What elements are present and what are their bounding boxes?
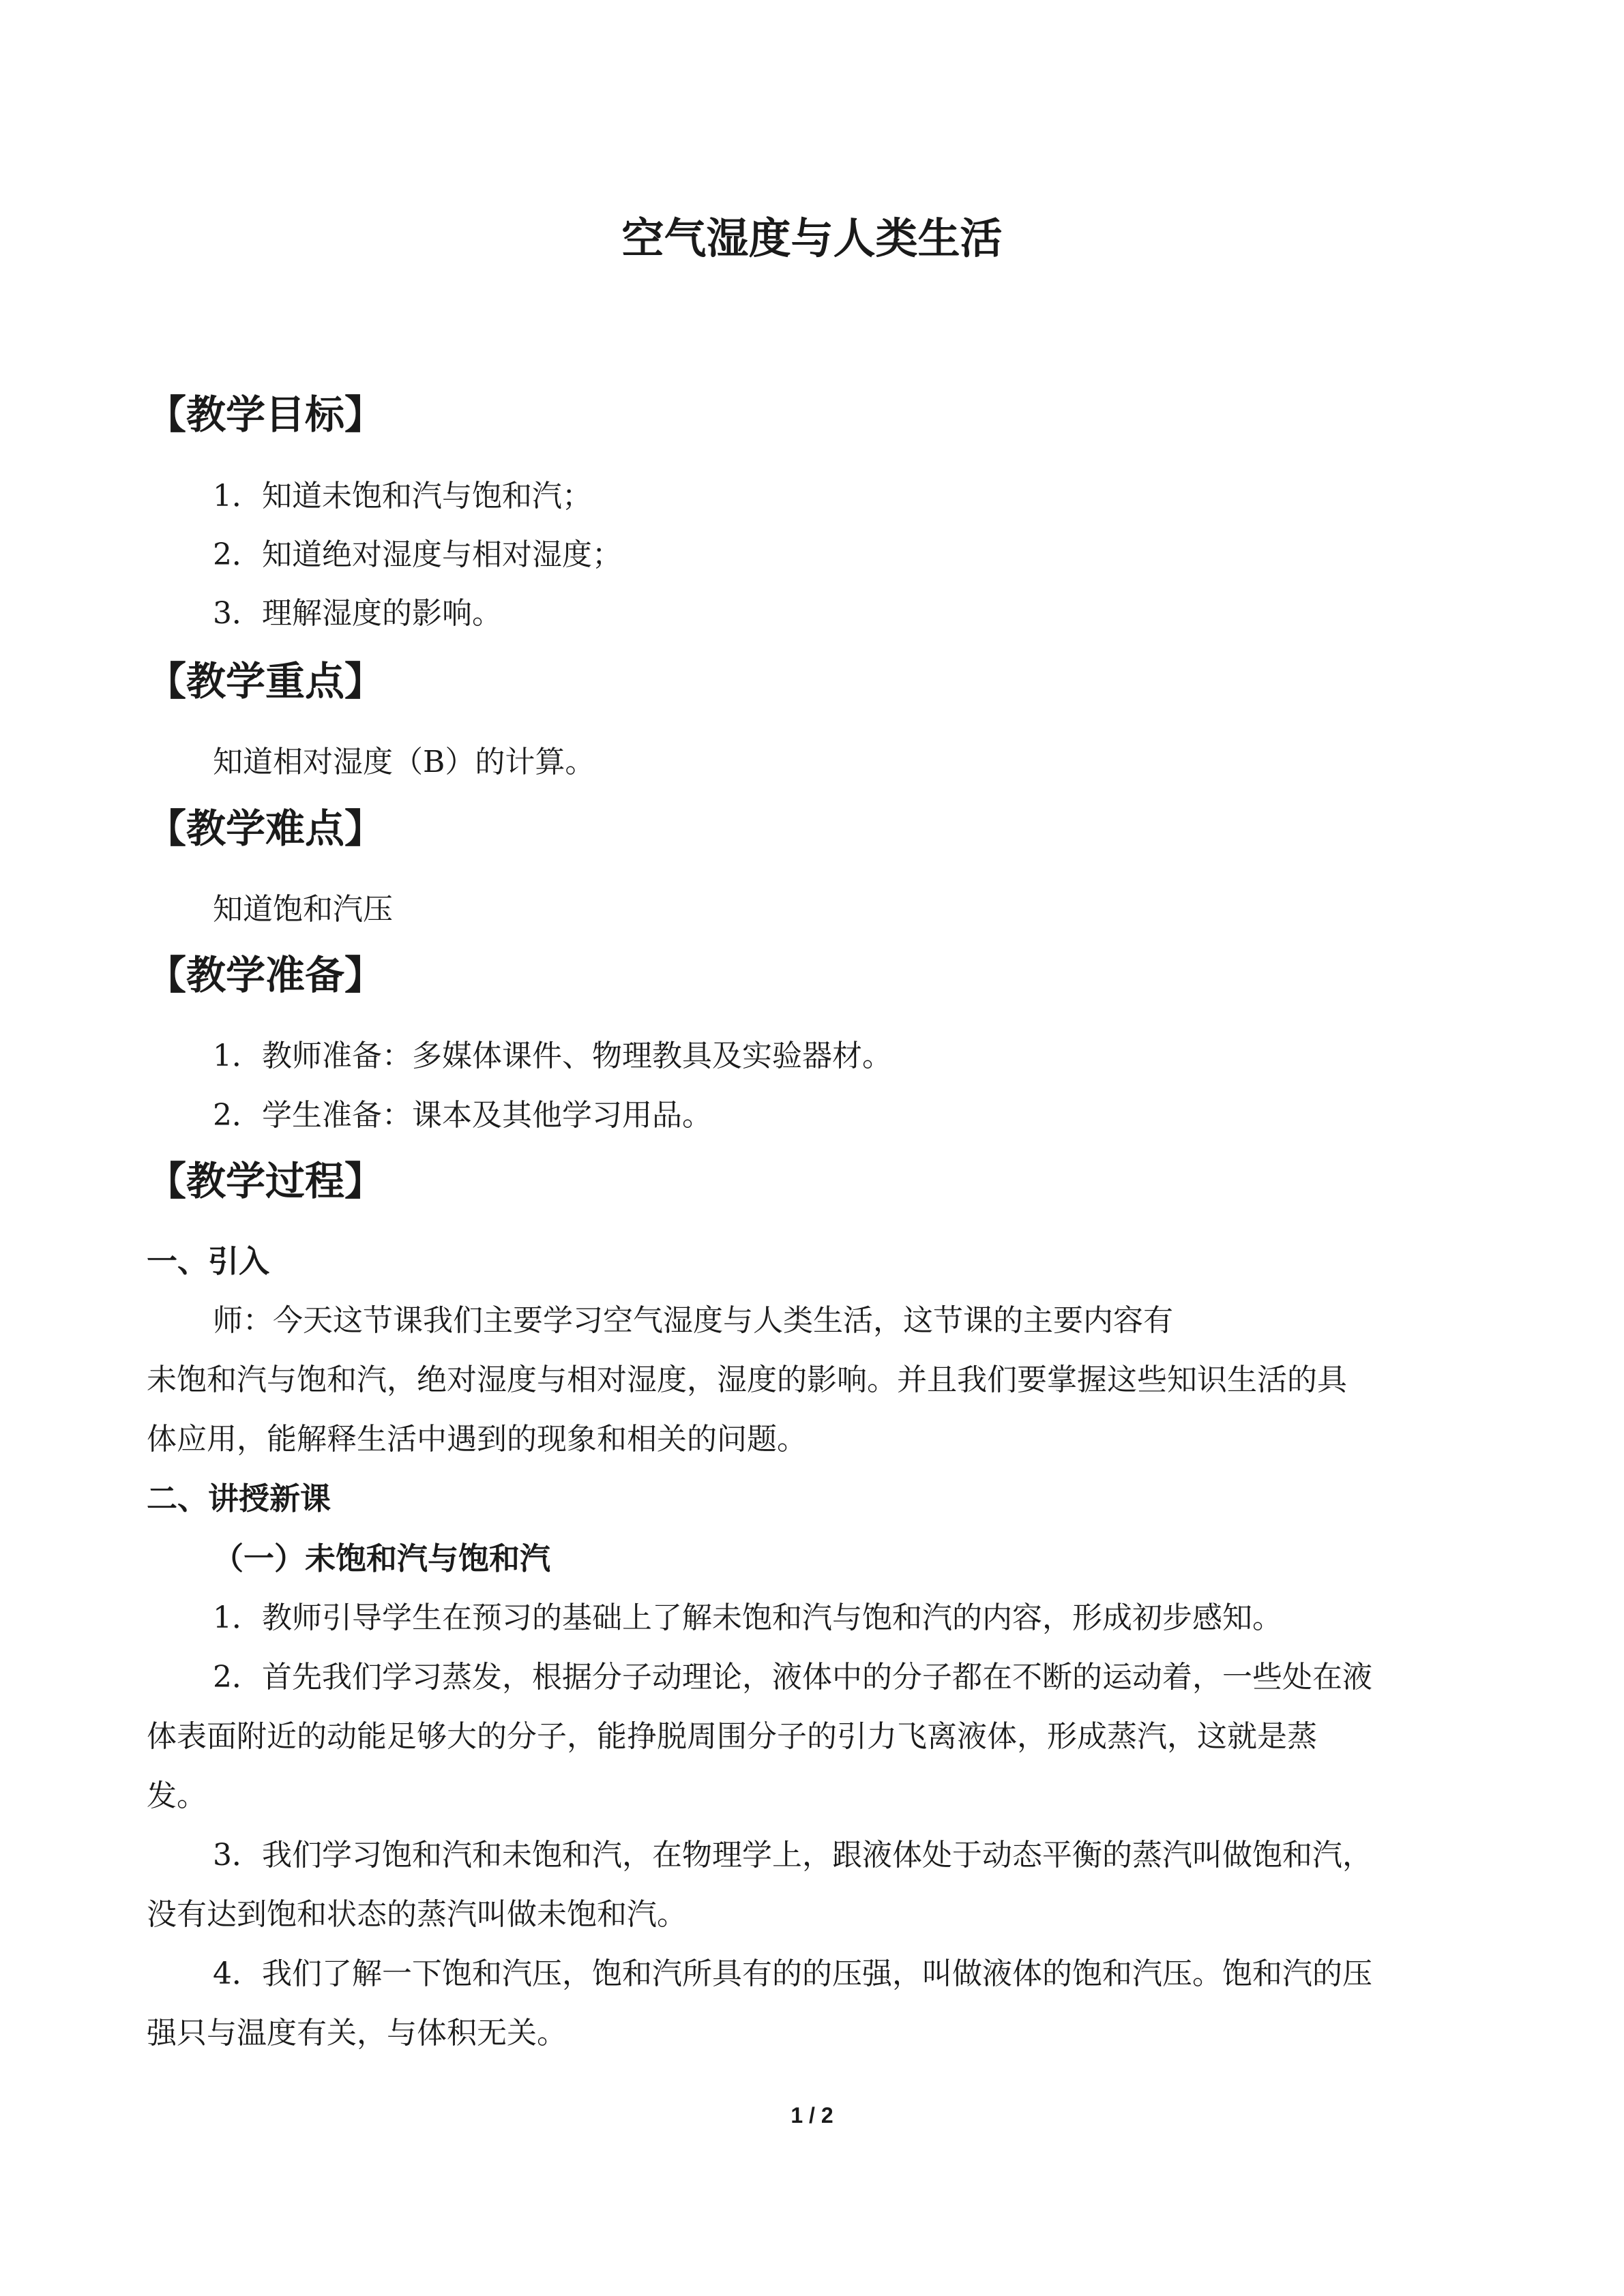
paragraph-line: 2．首先我们学习蒸发，根据分子动理论，液体中的分子都在不断的运动着，一些处在液 bbox=[213, 1660, 1372, 1695]
key-points-text: 知道相对湿度（B）的计算。 bbox=[213, 745, 595, 779]
subsection-title: （一）未饱和汽与饱和汽 bbox=[213, 1540, 551, 1577]
section-new-lesson-title: 二、讲授新课 bbox=[147, 1480, 331, 1517]
section-intro-title: 一、引入 bbox=[147, 1243, 270, 1279]
goal-item: 3．理解湿度的影响。 bbox=[213, 596, 502, 631]
paragraph-line: 未饱和汽与饱和汽，绝对湿度与相对湿度，湿度的影响。并且我们要掌握这些知识生活的具 bbox=[147, 1362, 1347, 1397]
preparation-item: 2．学生准备：课本及其他学习用品。 bbox=[213, 1098, 712, 1133]
page-number: 1 / 2 bbox=[791, 2103, 833, 2128]
paragraph-line: 1．教师引导学生在预习的基础上了解未饱和汽与饱和汽的内容，形成初步感知。 bbox=[213, 1600, 1282, 1635]
paragraph-line: 4．我们了解一下饱和汽压，饱和汽所具有的的压强，叫做液体的饱和汽压。饱和汽的压 bbox=[213, 1956, 1372, 1991]
paragraph-line: 师：今天这节课我们主要学习空气湿度与人类生活，这节课的主要内容有 bbox=[213, 1303, 1173, 1338]
goal-item: 1．知道未饱和汽与饱和汽； bbox=[213, 479, 592, 513]
heading-key-points: 【教学重点】 bbox=[147, 658, 385, 704]
heading-process: 【教学过程】 bbox=[147, 1158, 385, 1204]
difficulties-text: 知道饱和汽压 bbox=[213, 892, 393, 927]
goal-item: 2．知道绝对湿度与相对湿度； bbox=[213, 537, 622, 572]
paragraph-line: 没有达到饱和状态的蒸汽叫做未饱和汽。 bbox=[147, 1897, 687, 1932]
heading-preparation: 【教学准备】 bbox=[147, 952, 385, 998]
paragraph-line: 体应用，能解释生活中遇到的现象和相关的问题。 bbox=[147, 1422, 807, 1457]
paragraph-line: 体表面附近的动能足够大的分子，能挣脱周围分子的引力飞离液体，形成蒸汽，这就是蒸 bbox=[147, 1719, 1317, 1754]
page-title: 空气湿度与人类生活 bbox=[621, 213, 1003, 263]
heading-goals: 【教学目标】 bbox=[147, 391, 385, 438]
paragraph-line: 发。 bbox=[147, 1778, 207, 1813]
preparation-item: 1．教师准备：多媒体课件、物理教具及实验器材。 bbox=[213, 1039, 892, 1073]
paragraph-line: 3．我们学习饱和汽和未饱和汽，在物理学上，跟液体处于动态平衡的蒸汽叫做饱和汽， bbox=[213, 1838, 1372, 1873]
paragraph-line: 强只与温度有关，与体积无关。 bbox=[147, 2016, 567, 2051]
heading-difficulties: 【教学难点】 bbox=[147, 805, 385, 852]
